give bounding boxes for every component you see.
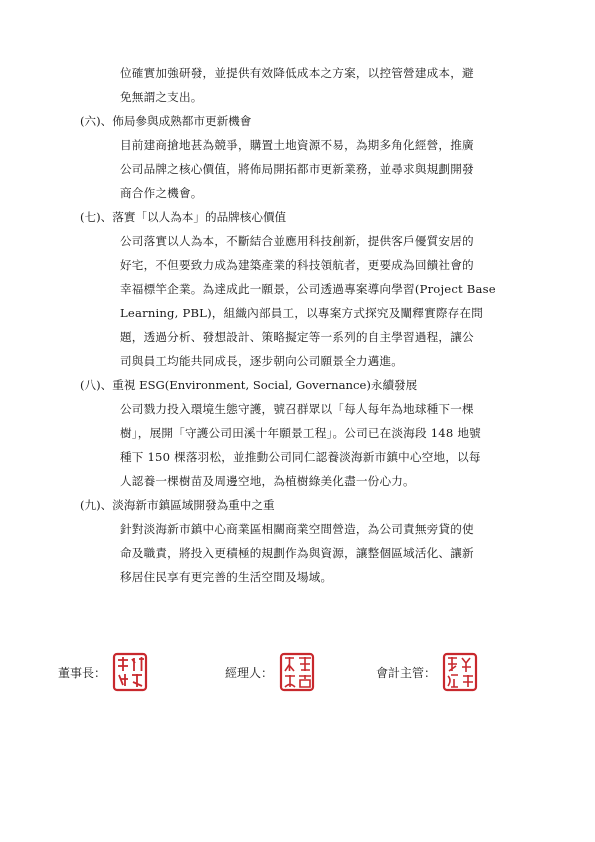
- signature-label: 經理人：: [225, 665, 274, 680]
- paragraph-line: 公司落實以人為本，不斷結合並應用科技創新，提供客戶優質安居的: [120, 234, 474, 248]
- signature-accountant: [376, 652, 478, 692]
- paragraph-line: 種下 150 棵落羽松，並推動公司同仁認養淡海新市鎮中心空地，以每: [120, 450, 481, 464]
- signature-label: 董事長：: [58, 665, 107, 680]
- paragraph-line: 公司戮力投入環境生態守護，號召群眾以「每人每年為地球種下一棵: [120, 402, 474, 416]
- paragraph-line: 題，透過分析、發想設計、策略擬定等一系列的自主學習過程，讓公: [120, 330, 474, 344]
- paragraph-line: 公司品牌之核心價值，將佈局開拓都市更新業務，並尋求與規劃開發: [120, 162, 474, 176]
- signature-chairman: [58, 652, 148, 692]
- section-heading: (九)、淡海新市鎮區域開發為重中之重: [80, 498, 275, 512]
- paragraph-line: 人認養一棵樹苗及周邊空地，為植樹綠美化盡一份心力。: [120, 474, 415, 488]
- paragraph-line: 移居住民享有更完善的生活空間及場域。: [120, 570, 333, 584]
- section-heading: (六)、佈局參與成熟都市更新機會: [80, 114, 252, 128]
- paragraph-line: 幸福標竿企業。為達成此一願景，公司透過專案導向學習(Project Base: [120, 282, 496, 296]
- section-heading: (七)、落實「以人為本」的品牌核心價值: [80, 210, 287, 224]
- seal-stamp-icon: [279, 652, 315, 692]
- paragraph-line: 商合作之機會。: [120, 186, 203, 200]
- signature-label: 會計主管：: [376, 665, 437, 680]
- paragraph-line: 針對淡海新市鎮中心商業區相關商業空間營造，為公司責無旁貸的使: [120, 522, 474, 536]
- section-6: [80, 109, 550, 205]
- paragraph-line: 目前建商搶地甚為競爭，購置土地資源不易，為期多角化經營，推廣: [120, 138, 474, 152]
- paragraph-line: 命及職責，將投入更積極的規劃作為與資源，讓整個區域活化、讓新: [120, 546, 474, 560]
- seal-stamp-icon: [442, 652, 478, 692]
- section-9: [80, 493, 550, 589]
- section-heading: (八)、重視 ESG(Environment, Social, Governance)永續發展: [80, 378, 418, 392]
- seal-stamp-icon: [112, 652, 148, 692]
- signature-row: [0, 652, 595, 702]
- signature-manager: [225, 652, 315, 692]
- paragraph-line: Learning, PBL)，組織內部員工，以專案方式探究及闡釋實際存在問: [120, 306, 484, 320]
- paragraph-line: 好宅，不但要致力成為建築產業的科技領航者，更要成為回饋社會的: [120, 258, 474, 272]
- paragraph-line: 樹」，展開「守護公司田溪十年願景工程」。公司已在淡海段 148 地號: [120, 426, 481, 440]
- section-7: [80, 205, 550, 373]
- section-8: [80, 373, 550, 493]
- paragraph-line: 司與員工均能共同成長，逐步朝向公司願景全力邁進。: [120, 354, 404, 368]
- intro-paragraph: [120, 61, 540, 109]
- paragraph-line: 位確實加強研發，並提供有效降低成本之方案，以控管營建成本，避: [120, 66, 474, 80]
- paragraph-line: 免無謂之支出。: [120, 90, 203, 104]
